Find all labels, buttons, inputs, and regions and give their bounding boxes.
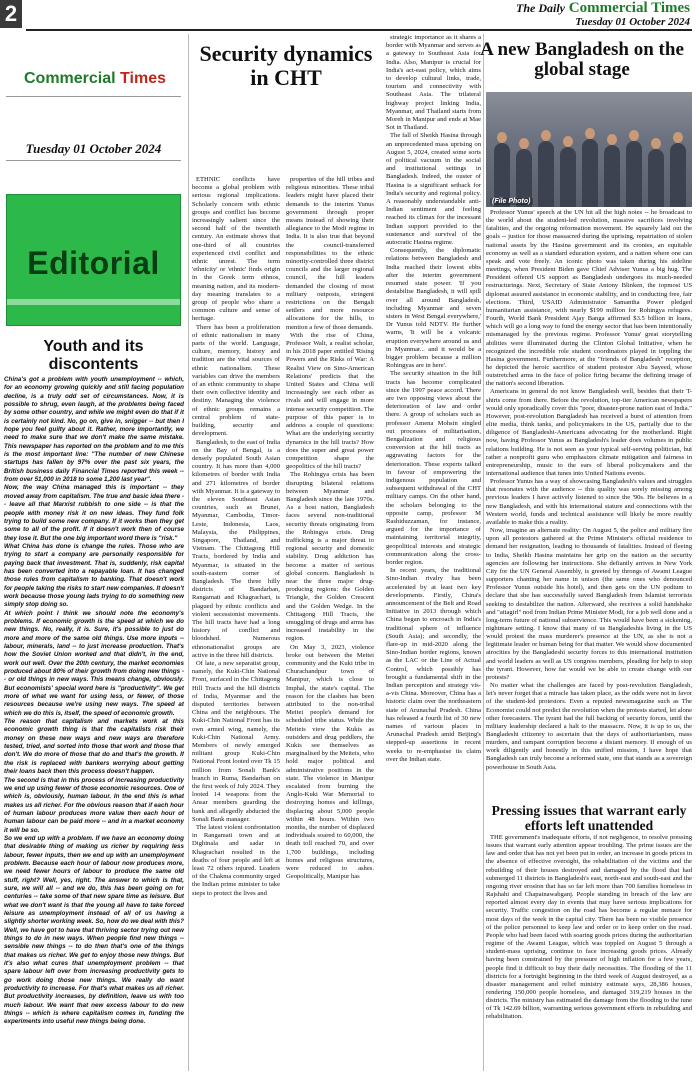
article-paragraph: Bangladesh, to the east of India on the Bay of Bengal, is a densely populated South Asian country. It has more than 4,000 kilometres of border with India and 271 kilometres of border with Myanmar. It is a gateway to the eleven Southeast Asian countries, such as Brunei, Myanmar, Cambodia, Timor-Leste, Indonesia, Laos, Malaysia, the Philippines, Singapore, Thailand, and Vietnam. The Chittagong Hill Tracts, bordered by India and Myanmar, is situated in the south-eastern corner of Bangladesh. The three hilly districts of Bandarban, Rangamati and Khagrachari, is plagued by ethnic conflicts and violent secessionist movements. The hill tracts have had a long history of conflict and bloodshed. Numerous ethnonationalist groups are active in the three hill districts.: [192, 438, 280, 659]
article-paragraph: On May 3, 2023, violence broke out between the Meitei community and the Kuki tribe in Churachandpur town of Manipur, which is close to Imphal, the state's capital. The reason for the clashes has been attributed to the non-tribal Meitei people's demand for scheduled tribe status. While the Meiteis view the Kukis as outsiders and drug peddlers, the Kukis see themselves as marginalised by the Meiteis, who hold major political and administrative positions in the state. The violence in Manipur escalated from burning the Anglo-Kuki War Memorial to destroying homes and killings, displacing about 5,000 people within 48 hours. Within two months, the number of displaced individuals soared to 60,000, the death toll reached 70, and over 1,700 buildings, including homes and religious structures, were reduced to ashes. Geopolitically, Manipur has: [286, 643, 374, 881]
global-stage-body: [486, 209, 692, 799]
masthead: [516, 1, 690, 29]
editorial-body: [4, 376, 184, 1070]
logo-divider: [6, 96, 181, 97]
article-paragraph: Consequently, the diplomatic relations between Bangladesh and India reached their lowest ebbs after the interim government resumed state power. 'If you destabilise Bangladesh, it will spill over all around Bangladesh, including Myanmar and seven sisters in West Bengal everywhere,' Dr Yunus told NDTV. He further warns, 'It will be a volcanic eruption everywhere around us and in Myanmar... and it would be a bigger problem because a million Rohingyas are in here'.: [386, 247, 481, 370]
logo-word-commercial: Commercial: [24, 70, 121, 87]
article-paragraph: Professor Yunus' speech at the UN hit all the high notes -- he broadcast to the world about the student-led revolution, massive sacrifices involving fatalities, and the ongoing reformation movement. He squarely laid out the goals -- justice for those massacred during the uprising, repatriation of stolen national assets by the Hasina government and its cronies, an equitable economy as well as a standard education system, and a nation where one can speak and vote freely. An iconic photo was taken during his sideline meetings, when President Biden gave Chief Adviser Yunus a big hug. The President offered US support as Bangladesh undergoes its much-needed restructurings. Next, Secretary of State Antony Blinken, the topmost US diplomat assured assistance in economic stability, and in conducting free, fair elections. Third, USAID Administrator Samantha Power pledged humanitarian assistance, with nearly $199 million for Rohingya refugees. Fourth, World Bank President Ajay Banga affirmed $3.5 billion in loans, which will go a long way to fund the energy sector that has been intentionally mismanaged by the previous regime. Professor Yunus' great storytelling abilities were illuminated during the Clinton Global Initiative, when he recognized the incredible role student coordinators played in toppling the Hasina government. Furthermore, at the "friends of Bangladesh" reception, he depicted the heroic sacrifice of student protestor Abu Sayeed, whose outstretched arms in the face of police firing became the defining image of the nation's second liberation.: [486, 209, 692, 388]
masthead-title: [516, 1, 690, 16]
editorial-section-label: Editorial: [27, 245, 160, 281]
cht-article-column-2: [286, 176, 374, 1071]
article-paragraph: In recent years, the traditional Sino-Indian rivalry has been accelerated by at least two key developments. Firstly, China's announcement of the Belt and Road Initiative in 2013 through which China began to encroach in India's traditional sphere of influence (South Asia); and secondly, the flare-up in mid-2020 along the Sino-Indian border regions, known as the LAC or the Line of Actual Control, which possibly has brought a fundamental shift in the Indian perception and strategy vis-a-vis China. Moreover, China has a historic claim over the northeastern state of Arunachal Pradesh. China has released a fourth list of 30 new names of various places in Arunachal Pradesh amid Beijing's stepped-up assertions in recent weeks to re-emphasise its claim over the Indian state.: [386, 567, 481, 763]
editorial-paragraph: China's got a problem with youth unemployment -- which, for an economy growing quickly and still facing population decline, is a truly odd set of circumstances. Now, it is possible to shrug, even laugh, at the problems being faced by some other country, and while we might even do that if it is certainly not kind. No, go on, give in, snigger -- but then I hope you feel guilty about it. Rather, more importantly, we need to make sure that we don't make the same mistake. This newspaper has reported on the problem and to me this is the most important line: "The number of new Chinese startups has fallen by 97% over the past six years, the British business daily Financial Times reported this week -- from over 51,000 in 2018 to some 1,200 last year".: [4, 376, 184, 484]
masthead-date: Tuesday 01 October 2024: [575, 16, 690, 28]
article-paragraph: The security situation in the hill tracts has become complicated since the 1997 peace accord. There are two opposing views about the deterioration of law and order there. A group of scholars such as professor Amena Mohsin singled out processes of militarisation, Bengalization and religious conversion at the hill tracts as aggravating factors for the deterioration. These experts talked in favour of empowering the indigenous population and subsequent withdrawal of the CHT military camps. On the other hand, the scholars belonging to the opposite camp, professor M Rashiduzzaman, for instance, argued for the importance of maintaining territorial integrity, geopolitical interests and strategic communication along the cross-border region.: [386, 370, 481, 566]
cht-article-headline: Security dynamics in CHT: [199, 41, 373, 90]
editorial-date: Tuesday 01 October 2024: [25, 141, 162, 156]
article-paragraph: The latest violent confrontation in Rangamati town and at Dighinala and sadar in Khagrachari resulted in the deaths of four people and left at least 72 others injured. Leaders of the Chakma community urged the Indian prime minister to take steps to protect the lives and: [192, 824, 280, 897]
article-paragraph: The fall of Sheikh Hasina through an unprecedented mass uprising on August 5, 2024, created some sorts of political vacuum in the social and institutional settings in Bangladesh. Indeed, the ouster of Hasina is a significant setback for India's security and regional policy. A reasonably understandable anti-Indian sentiment and feeling reached its climax for the incessant Indian support provided to the sustenance and survival of the autocratic Hasina regime.: [386, 132, 481, 247]
news-photo: [486, 92, 692, 207]
editorial-paragraph: What China has done is change the rules. Those who are trying to start a company are personally responsible for paying back that investment. That is, suddenly, risk capital has been converted into a repayable loan. It has changed those rules from capitalism to banking. That doesn't work for people taking the risks to start new companies. It doesn't work because those young lads trying to do something new simply stop doing so.: [4, 542, 184, 609]
article-paragraph: ETHNIC conflicts have become a global problem with serious regional implications. Scholarly concern with ethnic groups and conflict has become increasingly salient since the second half of the twentieth century. An estimate shows that one-third of all countries experienced civil conflict and ethnic unrest. The term 'ethnicity' or 'ethnic' finds origin in the Greek term ethnos, meaning nation, and its modern-day meaning translates to a group of people who share a common culture and sense of heritage.: [192, 176, 280, 323]
article-paragraph: Now, imagine an alternate reality: On August 5, the police and military fire upon all protestors gathered at the Prime Minister's official residence to demand her resignation, leading to thousands of fatalities. Instead of fleeing to India, Sheikh Hasina maintains her grip on the nation as the security agencies are following her instructions. She defiantly arrives in New York City for the UN General Assembly, is greeted by throngs of Awami League supporters chanting her name in unison (the same ones who denounced Professor Yunus outside his hotel), and then gets on the UN podium to declare that she has successfully saved Bangladesh from Islamist terrorists seeking to destabilize the nation. Afterward, she receives a solid handshake and "attagirl" nod from Indian Prime Minister Modi, for a job well done and a long-term future of national subservience. This would have been a sickening, nightmare setting. I know that many of us Bangladeshis living in the US would protest the mass murderer's presence at the UN, as she is not a legitimate leader or human being for that matter. We would show documented atrocities by the Bangladeshi security forces to this international institution and world leaders as well as US congress members, pleading for help to stop the tyrant. However, how far would we be able to create change with our protests?: [486, 527, 692, 681]
editorial-paragraph: At which point I think we should note the economy's problems. If economic growth is the speed at which we do new things. No, really, it is. Sure, it's possible to just do more and more of the same old things. Use more inputs -- labour, minerals, land -- to just increase production. That's how the Soviet Union worked and that didn't, in the end, work out well. Over the 20th century, the market economies produced about 80% of their growth from doing new things -- or old things in new ways. This means change, obviously. But economists' special word here is "productivity". We get more of what we want for using less, or fewer, of those resources because we're using new ways. The speed at which we do this is, itself, the speed of economic growth.: [4, 609, 184, 717]
photo-person: [648, 149, 664, 207]
article-paragraph: The Rohingya crisis has been disrupting bilateral relations between Myanmar and Bangladesh since the late 1970s. As a host nation, Bangladesh faces several non-traditional security threats originating from the Rohingya crisis. Drug trafficking is a major threat to regional security and domestic stability. Drug addiction has become a matter of serious global concern. Bangladesh is near the three major drug-producing regions: the Golden Triangle, the Golden Crescent and the Golden Wedge. In the Chittagong Hill Tracts, the smuggling of drugs and arms has increased instability in the region.: [286, 471, 374, 643]
article-paragraph: There has been a proliferation of ethnic nationalism in many parts of the world. Language, culture, memory, history and tradition are the vital sources of ethnic nationalism. These variables can drive the members of an ethnic community to shape their own collective identity and destiny. Managing the violence of ethnic groups remains a central problem of state-building, security and development.: [192, 323, 280, 438]
editorial-column: [0, 34, 187, 1074]
photo-person: [670, 143, 686, 207]
photo-caption: (File Photo): [492, 198, 531, 205]
header-divider: [26, 29, 692, 31]
logo-word-times: Times: [120, 70, 166, 87]
masthead-name: Commercial Times: [568, 0, 690, 16]
editorial-headline: Youth and its discontents: [43, 338, 144, 373]
column-divider: [483, 34, 484, 1071]
editorial-paragraph: Now, the way China managed this is important -- they moved away from capitalism. The true and basic idea there -- leave all that Marxist rubbish to one side -- is that the people with money risk it on new ideas. They fund folk trying to build some new company. If it works then they get some to all of the profit. If it doesn't work then of course they lose it. But the one big important word there is "risk.": [4, 484, 184, 542]
cht-article-column-3: [386, 34, 481, 1071]
article-paragraph: Of late, a new separatist group, namely, the Kuki-Chin National Front, surfaced in the Chittagong Hill Tracts and the hill districts of India, Myanmar and the disputed territories between China and the neighbours. The Kuki-Chin National Front has its own armed wing, namely, the Kuki-Chin National Army. Members of newly emerged militant group Kuki-Chin National Front looted over Tk 15 million from Sonali Bank's branch in Ruma, Bandarban on the first week of July 2024. They looted 14 weapons from the Ansar members guarding the bank and allegedly abducted the Sonali Bank manager.: [192, 659, 280, 823]
photo-person: [626, 141, 642, 207]
photo-person: [604, 145, 620, 207]
global-stage-headline: A new Bangladesh on the global stage: [480, 39, 684, 80]
article-paragraph: THE government's inadequate efforts, if not negligence, to resolve pressing issues that warrant early attention appear troubling. The prime issues are the law and order that has not yet been put in order, an increase in goods prices in the absence of effective oversight, the rehabilitation of the victims and the rebuilding of their houses destroyed and damaged by the flood that had submerged 11 districts in Bangladesh's east, north-east and south-east and the ongoing river erosion that has so far left more than 700 families homeless in Rajshahi and Chapainawabganj. People standing in breach of the law are reported almost every day in events that may have serious implications for security. Traffic congestion on the road has become a regular menace for most days of the week in the capital city. There has been no visible presence of the police personnel to keep law and order or to keep order on the road. People who had been faced with soaring goods prices during the authoritarian regime of the Awami League, which was toppled on August 5 through a student-mass uprising, continue to face increasing goods prices. Already having been constrained by the pressure of high inflation for a few years, people find it difficult to buy their daily necessities. The flooding of the 11 districts for a fortnight beginning in the third week of August destroyed, as a disaster management and relief ministry estimate says, 28,386 houses, rendering 150,000 people homeless, and damaged 319,219 houses in the districts. The ministry has estimated the damage from the flooding to the tune of Tk 142.69 billion, warranting serious government efforts in rebuilding and rehabilitation.: [486, 834, 692, 1021]
photo-person: [582, 139, 598, 207]
photo-person: [560, 147, 576, 207]
article-paragraph: properties of the hill tribes and religious minorities. These tribal leaders might have placed their demands to the interim Yunus government through proper means instead of showing their allegiance to the Modi regime in India. It is also true that beyond the council-transferred responsibilities to the ethnic minority-controlled three district councils and the larger regional council, the hill leaders demanded the closing of most military outposts, stringent restrictions on the Bengali settlers and more resource allocations for the hills, to mention a few of those demands.: [286, 176, 374, 331]
editorial-paragraph: Well, we have got to have that thriving sector trying out new things to do in new ways. When people find new things -- sensible new things -- to do then that's one of the things that makes us richer. We get to enjoy those new things. But it's also what cures that unemployment problem -- that spare labour left over from increasing productivity gets to go work doing those new things. We really do want productivity to increase. For that's what makes us all richer. But productivity increases, by definition, leave us with too much labour. We want that new excess labour to do new things -- which is where capitalism comes in, funding the experiments into useful new things being done.: [4, 926, 184, 1026]
pressing-issues-body: [486, 834, 692, 1071]
article-paragraph: No matter what the challenges are faced by post-revolution Bangladesh, let's never forget that a miracle has taken place, as the odds were not in favor of the student-led protestors. Even a reputed newsmagazine such as The Economist could not predict the revolution when the protests started, let alone other forecasters. The tyrant had the full backing of security forces, until the military leadership declared a halt to the massacre. Now, it is up to us, the Bangladeshi citizenry to ascertain that the days of authoritarianism, mass murders, and rampant corruption become a distant memory. If enough of us work diligently and honestly in this unified mission, I have hope that Bangladesh can truly become a reformed state, one that stands as a sovereign powerhouse in South Asia.: [486, 682, 692, 771]
editorial-paragraph: The reason that capitalism and markets work at this economic growth thing is that the capitalists risk their money on these new ways and new ways are therefore tested, tried, and sorted into those that work and those that don't. We do more of those that do and that's the growth. If the risk is replaced with bankers worrying about getting their loans back then this process doesn't happen.: [4, 718, 184, 776]
article-paragraph: Americans in general do not know Bangladesh well, besides that their T-shirts come from there. Before the revolution, top-tier American newspapers would only sporadically cover this "poor, disaster-prone nation east of India." However, post-revolution Bangladesh has received a burst of attention from elite media, think tanks, and policymakers in the US, partially due to the diligence of Bangladeshi-Americans advocating for the motherland. Right now, having Professor Yunus as Bangladesh's leader does volumes in public relations building. He is not seen as your typical self-serving politician, but rather a nonprofit guru who emphasizes climate mitigation and fairness in entrepreneurship, music to the ears of liberal policymakers and the international audience that tunes into United Nations events.: [486, 388, 692, 477]
pressing-issues-headline: Pressing issues that warrant early efforts left unattended: [491, 803, 687, 833]
masthead-the: The Daily: [516, 1, 566, 15]
article-paragraph: Professor Yunus has a way of showcasing Bangladesh's values and struggles that resonates with the audience -- this quality was sorely missing among previous leaders I have actively listened to since the '90s. He believes in a new Bangladesh, and with his international stature and connections with the Western world, funds and technical assistance will likely be more readily available to make this a reality.: [486, 478, 692, 526]
date-divider: [6, 160, 181, 161]
cht-article-column-1: [192, 176, 280, 1071]
editorial-banner-band: [7, 299, 180, 305]
photo-person: [538, 141, 554, 207]
editorial-paragraph: So we end up with a problem. If we have an economy doing that desirable thing of making us richer by requiring less labour, fewer inputs, then we end up with an unemployment problem. Because each hour of labour now produces more, we need fewer hours of labour to produce the same old stuff, right? Well, yes, right. The answer to which is that, sure, we will all -- and we do, this has been going on for centuries -- take some of that new spare time as leisure. But what we don't want is that the young all have to take forced leisure as unemployment instead of all of us having a slightly shorter working week. So, how do we deal with this?: [4, 834, 184, 926]
editorial-paragraph: The second is that in this process of increasing productivity we end up using fewer of those economic resources. One of which is, obviously, human labour. In the end this is what makes us all richer. For the obvious reason that if each hour of human labour produces more value then each hour of human labour can be paid more -- and in a market economy it will be so.: [4, 776, 184, 834]
article-paragraph: With the rise of China, Professor Walt, a realist scholar, in his 2018 paper entitled 'Rising Powers and the Risks of War: A Realist View on Sino-American Relations' predicts that the United States and China will increasingly see each other as rivals and will engage in more intense security competition. The purpose of this paper is to address a couple of questions: What are the underlying security dynamics in the hill tracts? How does the super and great power competition shape the geopolitics of the hill tracts?: [286, 331, 374, 471]
editorial-banner: [6, 194, 181, 326]
commercial-times-logo: [24, 70, 166, 88]
page-number: 2: [0, 0, 22, 28]
column-divider: [188, 34, 189, 1071]
article-paragraph: strategic importance as it shares a border with Myanmar and serves as a gateway to Southeast Asia for India. Also, Manipur is crucial for India's act-east policy, which aims to develop cultural links, trade, tourism and connectivity with Southeast Asia. The trilateral highway project linking India, Myanmar, and Thailand starts from Moreh in Manipur and ends at Mae Sot in Thailand.: [386, 34, 481, 132]
